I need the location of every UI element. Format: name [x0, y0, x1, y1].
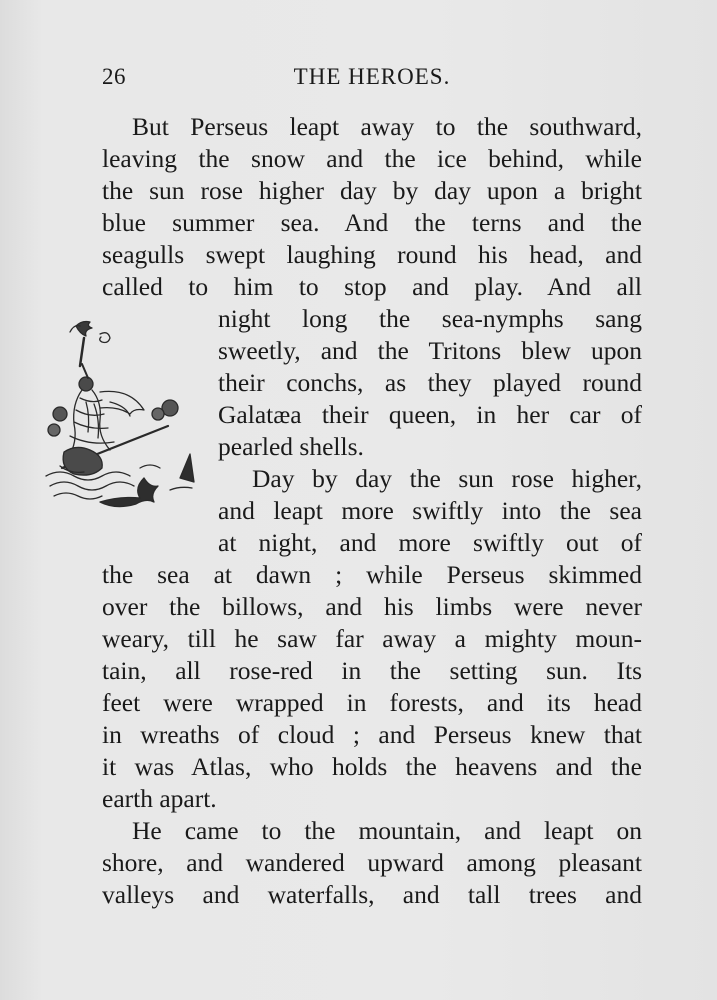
body-line: valleys and waterfalls, and tall trees and [102, 880, 642, 909]
page-number: 26 [102, 64, 126, 89]
body-line: He came to the mountain, and leapt on [132, 816, 642, 845]
body-line: earth apart. [102, 784, 217, 813]
body-line: But Perseus leapt away to the southward, [132, 112, 642, 141]
body-line: in wreaths of cloud ; and Perseus knew that [102, 720, 642, 749]
body-line: Day by day the sun rose higher, [252, 464, 642, 493]
body-line: blue summer sea. And the terns and the [102, 208, 642, 237]
body-line: sweetly, and the Tritons blew upon [218, 336, 642, 365]
body-line: it was Atlas, who holds the heavens and the [102, 752, 642, 781]
body-line: feet were wrapped in forests, and its head [102, 688, 642, 717]
sea-nymph-illustration [40, 318, 205, 528]
body-line: pearled shells. [218, 432, 364, 461]
body-line: shore, and wandered upward among pleasant [102, 848, 642, 877]
body-line: their conchs, as they played round [218, 368, 642, 397]
running-head: THE HEROES. [293, 64, 451, 89]
body-line: over the billows, and his limbs were never [102, 592, 642, 621]
body-line: and leapt more swiftly into the sea [218, 496, 642, 525]
body-line: at night, and more swiftly out of [218, 528, 642, 557]
body-line: the sun rose higher day by day upon a bright [102, 176, 642, 205]
body-line: the sea at dawn ; while Perseus skimmed [102, 560, 642, 589]
body-line: leaving the snow and the ice behind, while [102, 144, 642, 173]
page-header [102, 64, 642, 94]
body-line: night long the sea-nymphs sang [218, 304, 642, 333]
body-line: Galatæa their queen, in her car of [218, 400, 642, 429]
body-line: weary, till he saw far away a mighty moun- [102, 624, 642, 653]
body-line: tain, all rose-red in the setting sun. Its [102, 656, 642, 685]
body-line: seagulls swept laughing round his head, and [102, 240, 642, 269]
body-line: called to him to stop and play. And all [102, 272, 642, 301]
